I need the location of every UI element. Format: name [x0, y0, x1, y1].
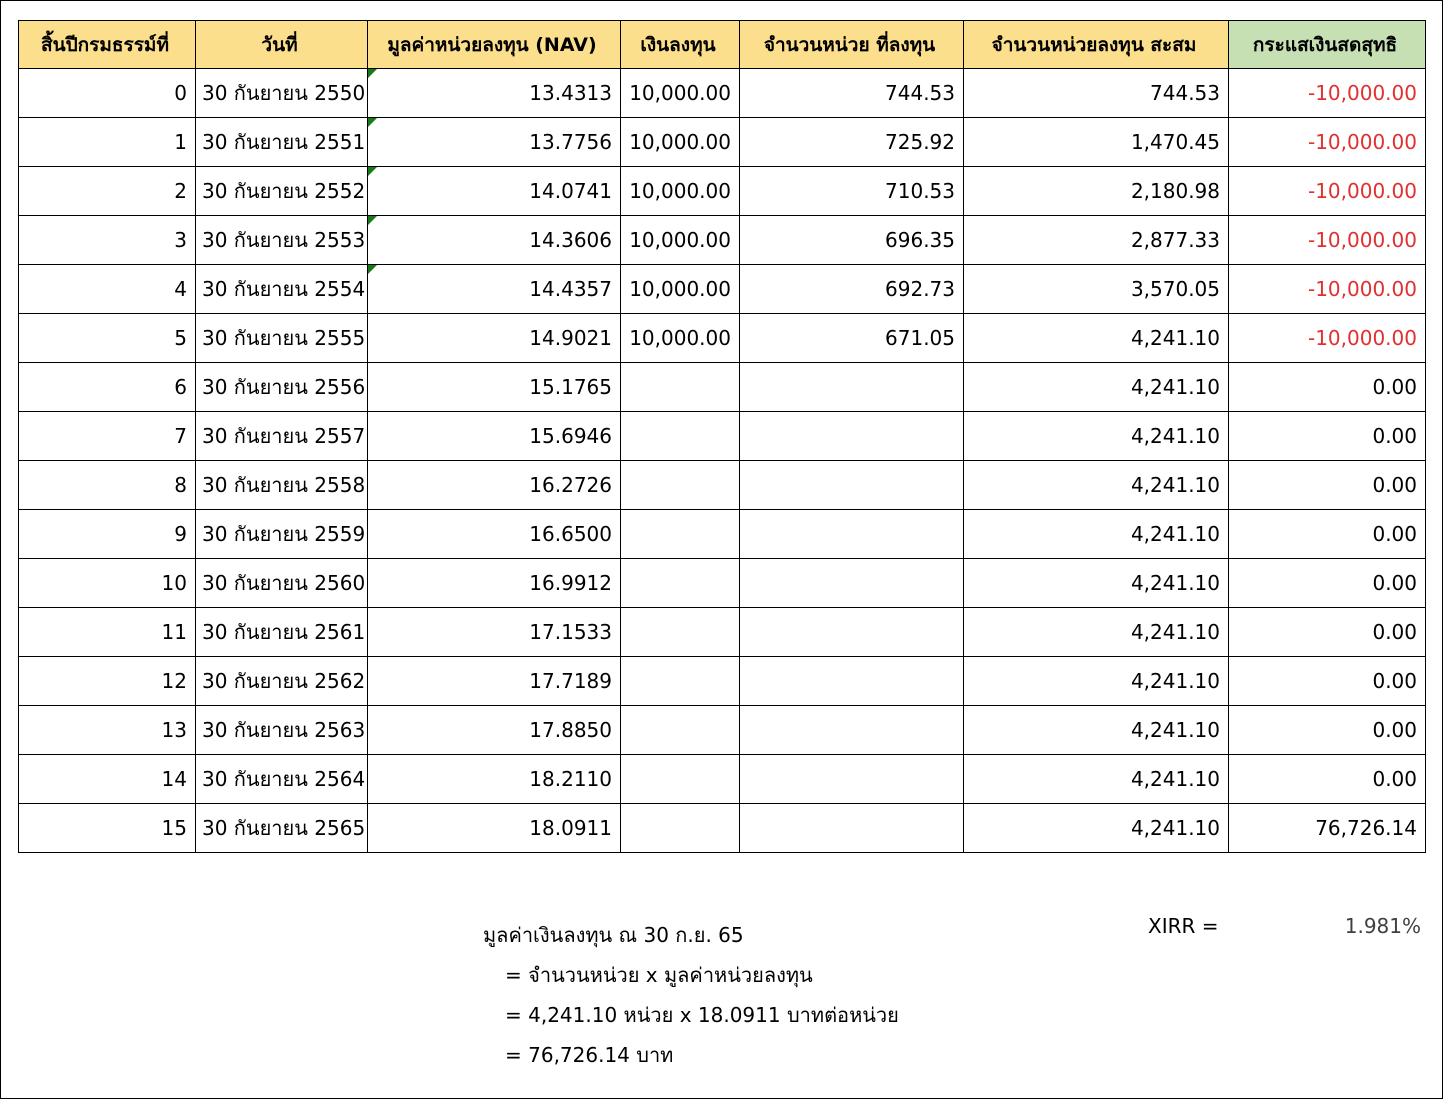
error-flag-icon	[368, 167, 377, 176]
table-row	[19, 706, 1426, 755]
cell-investment[interactable]: 10,000.00	[621, 118, 740, 167]
cell-cumulative-units[interactable]: 4,241.10	[964, 461, 1229, 510]
cell-net-cashflow[interactable]: -10,000.00	[1229, 118, 1426, 167]
cell-policy-year[interactable]: 12	[19, 657, 196, 706]
formula-line: = 4,241.10 หน่วย x 18.0911 บาทต่อหน่วย	[505, 1003, 899, 1027]
cell-date[interactable]: 30 กันยายน 2563	[196, 706, 368, 755]
cell-net-cashflow[interactable]: 76,726.14	[1229, 804, 1426, 853]
cell-date[interactable]: 30 กันยายน 2564	[196, 755, 368, 804]
cell-cumulative-units[interactable]: 1,470.45	[964, 118, 1229, 167]
cell-units-invested[interactable]	[740, 657, 964, 706]
table-row	[19, 559, 1426, 608]
table-row	[19, 118, 1426, 167]
cell-investment[interactable]	[621, 510, 740, 559]
cell-policy-year[interactable]: 7	[19, 412, 196, 461]
table-row	[19, 510, 1426, 559]
xirr-value[interactable]: 1.981%	[1344, 914, 1421, 938]
header-date[interactable]: วันที่	[196, 21, 368, 69]
cell-investment[interactable]: 10,000.00	[621, 314, 740, 363]
cell-units-invested[interactable]	[740, 755, 964, 804]
cell-net-cashflow[interactable]: 0.00	[1229, 461, 1426, 510]
cell-date[interactable]: 30 กันยายน 2561	[196, 608, 368, 657]
cell-nav[interactable]: 17.8850	[368, 706, 621, 755]
formula-line: = จำนวนหน่วย x มูลค่าหน่วยลงทุน	[505, 963, 813, 987]
cell-policy-year[interactable]: 15	[19, 804, 196, 853]
cell-units-invested[interactable]	[740, 412, 964, 461]
cell-units-invested[interactable]: 671.05	[740, 314, 964, 363]
cell-cumulative-units[interactable]: 2,877.33	[964, 216, 1229, 265]
cell-units-invested[interactable]	[740, 363, 964, 412]
table-row	[19, 314, 1426, 363]
cell-net-cashflow[interactable]: 0.00	[1229, 412, 1426, 461]
cell-date[interactable]: 30 กันยายน 2554	[196, 265, 368, 314]
cell-units-invested[interactable]: 710.53	[740, 167, 964, 216]
cell-policy-year[interactable]: 9	[19, 510, 196, 559]
cell-cumulative-units[interactable]: 3,570.05	[964, 265, 1229, 314]
cell-nav[interactable]: 18.2110	[368, 755, 621, 804]
cell-net-cashflow[interactable]: -10,000.00	[1229, 216, 1426, 265]
header-investment[interactable]: เงินลงทุน	[621, 21, 740, 69]
table-row	[19, 461, 1426, 510]
xirr-label[interactable]: XIRR =	[1148, 914, 1219, 938]
cell-nav[interactable]: 17.7189	[368, 657, 621, 706]
error-flag-icon	[368, 118, 377, 127]
cell-units-invested[interactable]	[740, 804, 964, 853]
table-row	[19, 657, 1426, 706]
cell-nav[interactable]	[368, 265, 621, 314]
cell-cumulative-units[interactable]: 4,241.10	[964, 363, 1229, 412]
header-row	[19, 21, 1426, 69]
cell-policy-year[interactable]: 1	[19, 118, 196, 167]
header-units-invested[interactable]: จำนวนหน่วย ที่ลงทุน	[740, 21, 964, 69]
cell-net-cashflow[interactable]: 0.00	[1229, 706, 1426, 755]
table-row	[19, 265, 1426, 314]
error-flag-icon	[368, 69, 377, 78]
cell-investment[interactable]	[621, 559, 740, 608]
cell-policy-year[interactable]: 8	[19, 461, 196, 510]
cell-net-cashflow[interactable]: -10,000.00	[1229, 314, 1426, 363]
header-nav[interactable]: มูลค่าหน่วยลงทุน (NAV)	[368, 21, 621, 69]
cell-date[interactable]: 30 กันยายน 2562	[196, 657, 368, 706]
cell-date[interactable]: 30 กันยายน 2552	[196, 167, 368, 216]
cell-cumulative-units[interactable]: 4,241.10	[964, 755, 1229, 804]
cell-net-cashflow[interactable]: 0.00	[1229, 363, 1426, 412]
cell-cumulative-units[interactable]: 4,241.10	[964, 559, 1229, 608]
cell-nav[interactable]: 16.6500	[368, 510, 621, 559]
header-cumulative-units[interactable]: จำนวนหน่วยลงทุน สะสม	[964, 21, 1229, 69]
table-row	[19, 69, 1426, 118]
cell-date[interactable]: 30 กันยายน 2559	[196, 510, 368, 559]
cell-investment[interactable]	[621, 706, 740, 755]
cell-nav-text: 14.4357	[529, 277, 612, 301]
cell-investment[interactable]	[621, 363, 740, 412]
cell-net-cashflow[interactable]: -10,000.00	[1229, 265, 1426, 314]
cell-nav-text: 14.3606	[529, 228, 612, 252]
cashflow-table	[18, 20, 1426, 853]
cell-units-invested[interactable]	[740, 608, 964, 657]
cell-nav-text: 13.7756	[529, 130, 612, 154]
cell-date[interactable]: 30 กันยายน 2558	[196, 461, 368, 510]
cell-investment[interactable]	[621, 412, 740, 461]
cell-cumulative-units[interactable]: 4,241.10	[964, 510, 1229, 559]
table-row	[19, 363, 1426, 412]
cell-net-cashflow[interactable]: -10,000.00	[1229, 69, 1426, 118]
cell-investment[interactable]: 10,000.00	[621, 167, 740, 216]
cell-nav[interactable]: 15.6946	[368, 412, 621, 461]
cell-policy-year[interactable]: 14	[19, 755, 196, 804]
cell-nav-text: 14.0741	[529, 179, 612, 203]
cell-date[interactable]: 30 กันยายน 2560	[196, 559, 368, 608]
cell-net-cashflow[interactable]: 0.00	[1229, 608, 1426, 657]
cell-policy-year[interactable]: 2	[19, 167, 196, 216]
cell-units-invested[interactable]	[740, 461, 964, 510]
cell-date[interactable]: 30 กันยายน 2557	[196, 412, 368, 461]
cell-date[interactable]: 30 กันยายน 2555	[196, 314, 368, 363]
cell-policy-year[interactable]: 11	[19, 608, 196, 657]
error-flag-icon	[368, 265, 377, 274]
cell-date[interactable]: 30 กันยายน 2553	[196, 216, 368, 265]
cell-policy-year[interactable]: 0	[19, 69, 196, 118]
cell-cumulative-units[interactable]: 4,241.10	[964, 657, 1229, 706]
cell-net-cashflow[interactable]: 0.00	[1229, 510, 1426, 559]
header-net-cashflow[interactable]: กระแสเงินสดสุทธิ	[1229, 21, 1426, 69]
cell-net-cashflow[interactable]: 0.00	[1229, 559, 1426, 608]
cell-date[interactable]: 30 กันยายน 2550	[196, 69, 368, 118]
cell-date[interactable]: 30 กันยายน 2551	[196, 118, 368, 167]
cell-policy-year[interactable]: 13	[19, 706, 196, 755]
cell-investment[interactable]	[621, 755, 740, 804]
cell-nav[interactable]: 14.9021	[368, 314, 621, 363]
cell-investment[interactable]: 10,000.00	[621, 265, 740, 314]
cell-policy-year[interactable]: 4	[19, 265, 196, 314]
cell-nav[interactable]: 16.2726	[368, 461, 621, 510]
cell-nav[interactable]	[368, 118, 621, 167]
cell-policy-year[interactable]: 10	[19, 559, 196, 608]
cell-nav[interactable]	[368, 69, 621, 118]
cell-policy-year[interactable]: 6	[19, 363, 196, 412]
cell-investment[interactable]	[621, 657, 740, 706]
cell-policy-year[interactable]: 5	[19, 314, 196, 363]
cell-units-invested[interactable]: 744.53	[740, 69, 964, 118]
cell-units-invested[interactable]: 692.73	[740, 265, 964, 314]
cell-nav[interactable]: 15.1765	[368, 363, 621, 412]
cell-investment[interactable]: 10,000.00	[621, 216, 740, 265]
table-row	[19, 167, 1426, 216]
cell-cumulative-units[interactable]: 4,241.10	[964, 706, 1229, 755]
cell-cumulative-units[interactable]: 4,241.10	[964, 412, 1229, 461]
cell-cumulative-units[interactable]: 4,241.10	[964, 314, 1229, 363]
cell-net-cashflow[interactable]: -10,000.00	[1229, 167, 1426, 216]
cell-date[interactable]: 30 กันยายน 2556	[196, 363, 368, 412]
cell-date[interactable]: 30 กันยายน 2565	[196, 804, 368, 853]
cell-nav[interactable]: 16.9912	[368, 559, 621, 608]
cell-nav[interactable]: 17.1533	[368, 608, 621, 657]
cell-units-invested[interactable]	[740, 510, 964, 559]
cell-nav[interactable]: 18.0911	[368, 804, 621, 853]
error-flag-icon	[368, 216, 377, 225]
cell-nav-text: 13.4313	[529, 81, 612, 105]
cell-cumulative-units[interactable]: 2,180.98	[964, 167, 1229, 216]
cell-net-cashflow[interactable]: 0.00	[1229, 657, 1426, 706]
table-row	[19, 216, 1426, 265]
table-row	[19, 608, 1426, 657]
cell-investment[interactable]	[621, 804, 740, 853]
cell-units-invested[interactable]	[740, 559, 964, 608]
cell-units-invested[interactable]	[740, 706, 964, 755]
cell-cumulative-units[interactable]: 744.53	[964, 69, 1229, 118]
cell-policy-year[interactable]: 3	[19, 216, 196, 265]
cell-net-cashflow[interactable]: 0.00	[1229, 755, 1426, 804]
table-row	[19, 755, 1426, 804]
cell-units-invested[interactable]: 696.35	[740, 216, 964, 265]
cell-nav[interactable]	[368, 216, 621, 265]
cell-investment[interactable]	[621, 461, 740, 510]
table-row	[19, 804, 1426, 853]
cell-investment[interactable]: 10,000.00	[621, 69, 740, 118]
formula-block	[483, 920, 899, 1080]
formula-title: มูลค่าเงินลงทุน ณ 30 ก.ย. 65	[483, 923, 744, 947]
header-policy-year[interactable]: สิ้นปีกรมธรรม์ที่	[19, 21, 196, 69]
table-row	[19, 412, 1426, 461]
table-body	[19, 69, 1426, 853]
cell-cumulative-units[interactable]: 4,241.10	[964, 608, 1229, 657]
formula-result: = 76,726.14 บาท	[505, 1043, 674, 1067]
cell-nav[interactable]	[368, 167, 621, 216]
cell-investment[interactable]	[621, 608, 740, 657]
cell-units-invested[interactable]: 725.92	[740, 118, 964, 167]
cell-cumulative-units[interactable]: 4,241.10	[964, 804, 1229, 853]
